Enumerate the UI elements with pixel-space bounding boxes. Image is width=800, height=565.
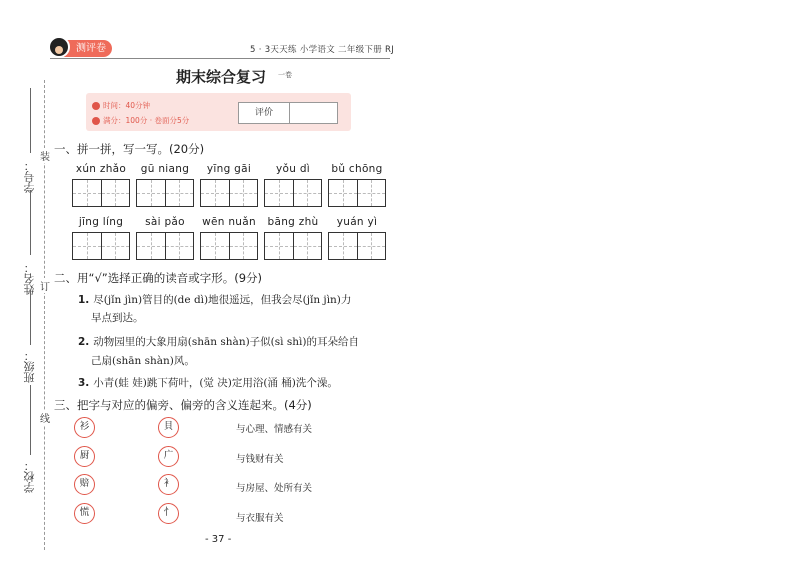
mascot-icon xyxy=(48,36,70,58)
score-label: 评价 xyxy=(239,103,290,123)
pinyin-label: xún zhǎo xyxy=(75,163,127,175)
class-blank xyxy=(30,290,31,345)
radical-circle[interactable]: 广 xyxy=(158,446,179,467)
time-limit: 时间：40分钟 xyxy=(92,100,150,111)
pinyin-label: sài pǎo xyxy=(145,216,185,228)
question-2-line1: 2. 动物园里的大象用扇(shān shàn)子似(sì shì)的耳朵给自 xyxy=(78,336,359,348)
writing-box[interactable] xyxy=(264,232,322,260)
clock-icon xyxy=(92,102,100,110)
pinyin-label: bǔ chōng xyxy=(331,163,383,175)
pinyin-label: yīng gāi xyxy=(206,163,252,175)
student-id-label: 学号： xyxy=(23,160,36,193)
section1-heading: 一、拼一拼，写一写。(20分) xyxy=(54,142,205,156)
seal-char-xian: 线 xyxy=(40,410,50,425)
school-label: 学校： xyxy=(23,460,36,493)
test-badge xyxy=(50,40,112,57)
writing-box[interactable] xyxy=(200,232,258,260)
badge-label: 测评卷 xyxy=(76,43,106,54)
score-box[interactable] xyxy=(238,102,338,124)
char-circle[interactable]: 赔 xyxy=(74,474,95,495)
char-circle[interactable]: 衫 xyxy=(74,417,95,438)
seal-char-ding: 订 xyxy=(40,278,50,293)
question-1-line1: 1. 尽(jǐn jìn)管目的(de dì)地很遥远，但我会尽(jǐn jìn)力 xyxy=(78,294,352,306)
pinyin-label: yuán yì xyxy=(336,216,378,228)
question-3: 3. 小青(蛙 娃)跳下荷叶，(觉 决)定用浴(涌 桶)洗个澡。 xyxy=(78,377,338,389)
meaning-item[interactable]: 与心理、情感有关 xyxy=(236,424,313,435)
question-1-line2: 早点到达。 xyxy=(91,312,144,324)
page-subtitle: 一卷 xyxy=(278,71,292,79)
writing-box[interactable] xyxy=(136,179,194,207)
page-title: 期末综合复习 xyxy=(176,68,267,86)
pinyin-label: bāng zhù xyxy=(267,216,319,228)
seal-char-zhuang: 装 xyxy=(40,148,50,163)
meaning-item[interactable]: 与房屋、处所有关 xyxy=(236,483,313,494)
school-blank xyxy=(30,385,31,455)
pinyin-label: gū niang xyxy=(140,163,190,175)
header-rule xyxy=(50,58,390,59)
name-blank xyxy=(30,190,31,255)
full-score: 满分：100分 · 卷面分5分 xyxy=(92,115,189,126)
writing-box[interactable] xyxy=(264,179,322,207)
radical-circle[interactable]: 忄 xyxy=(158,503,179,524)
radical-circle[interactable]: 衤 xyxy=(158,474,179,495)
pinyin-label: yǒu dì xyxy=(275,163,310,175)
pinyin-label: jīng líng xyxy=(78,216,124,228)
writing-box[interactable] xyxy=(328,179,386,207)
page-number: - 37 - xyxy=(205,534,232,545)
writing-box[interactable] xyxy=(136,232,194,260)
check-icon xyxy=(92,117,100,125)
char-circle[interactable]: 厨 xyxy=(74,446,95,467)
book-series: 5 · 3天天练 小学语文 二年级下册 RJ xyxy=(250,45,395,55)
writing-box[interactable] xyxy=(72,179,130,207)
section3-heading: 三、把字与对应的偏旁、偏旁的含义连起来。(4分) xyxy=(54,398,312,412)
writing-box[interactable] xyxy=(72,232,130,260)
radical-circle[interactable]: 貝 xyxy=(158,417,179,438)
section2-heading: 二、用“√”选择正确的读音或字形。(9分) xyxy=(54,271,263,285)
char-circle[interactable]: 慌 xyxy=(74,503,95,524)
meaning-item[interactable]: 与衣服有关 xyxy=(236,513,284,524)
name-label: 姓名： xyxy=(23,262,36,295)
meaning-item[interactable]: 与钱财有关 xyxy=(236,454,284,465)
class-label: 班级： xyxy=(23,350,36,383)
writing-box[interactable] xyxy=(200,179,258,207)
question-2-line2: 己扇(shān shàn)风。 xyxy=(91,355,195,367)
student-id-blank xyxy=(30,88,31,153)
writing-box[interactable] xyxy=(328,232,386,260)
pinyin-label: wēn nuǎn xyxy=(202,216,256,228)
